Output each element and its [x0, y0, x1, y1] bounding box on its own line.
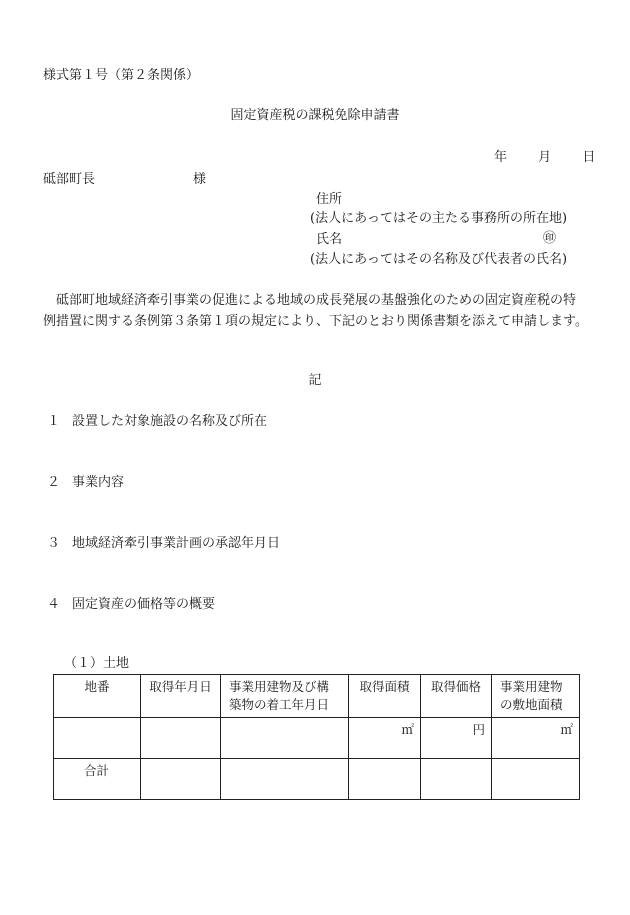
unit-square-meter: ㎡	[492, 718, 580, 759]
table-row	[54, 718, 580, 759]
date-line	[494, 151, 595, 164]
table-header-row	[54, 675, 580, 718]
seal-icon: ㊞	[543, 231, 557, 246]
date-month: 月	[538, 150, 552, 165]
table-cell	[349, 759, 421, 800]
list-item	[47, 415, 267, 428]
date-day: 日	[582, 150, 596, 165]
document-title: 固定資産税の課税免除申請書	[230, 108, 400, 123]
recipient-name: 砥部町長	[43, 172, 96, 187]
name-label: 氏名	[316, 232, 343, 247]
item-label: 固定資産の価格等の概要	[72, 597, 216, 612]
subsection-title: （１）土地	[64, 656, 130, 671]
name-note: (法人にあってはその名称及び代表者の氏名)	[310, 252, 568, 267]
unit-square-meter: ㎡	[349, 718, 421, 759]
application-body-text: 砥部町地域経済牽引事業の促進による地域の成長発展の基盤強化のための固定資産税の特例措置に関する条例第３条第１項の規定により、下記のとおり関係書類を添えて申請します。	[43, 293, 588, 329]
form-number: 様式第１号（第２条関係）	[43, 68, 200, 83]
table-cell	[221, 718, 349, 759]
table-cell	[54, 718, 141, 759]
item-number: ４	[47, 597, 61, 612]
ki-heading: 記	[308, 373, 322, 388]
header-construction-date: 事業用建物及び構築物の着工年月日	[221, 675, 349, 718]
land-table	[53, 674, 580, 800]
item-number: ２	[47, 475, 61, 490]
table-total-row	[54, 759, 580, 800]
table-cell	[141, 718, 221, 759]
item-label: 地域経済牽引事業計画の承認年月日	[72, 536, 281, 551]
item-number: ３	[47, 536, 61, 551]
header-acquisition-date: 取得年月日	[141, 675, 221, 718]
header-acquisition-price: 取得価格	[421, 675, 492, 718]
address-label: 住所	[316, 192, 343, 207]
item-number: １	[47, 414, 61, 429]
list-item	[47, 537, 280, 550]
table-cell	[141, 759, 221, 800]
date-year: 年	[494, 150, 508, 165]
table-cell	[221, 759, 349, 800]
list-item	[47, 476, 124, 489]
total-label: 合計	[54, 759, 141, 800]
header-lot-number: 地番	[54, 675, 141, 718]
item-label: 事業内容	[72, 475, 125, 490]
item-label: 設置した対象施設の名称及び所在	[72, 414, 268, 429]
header-site-area: 事業用建物の敷地面積	[492, 675, 580, 718]
table-cell	[492, 759, 580, 800]
list-item	[47, 598, 215, 611]
unit-yen: 円	[421, 718, 492, 759]
table-cell	[421, 759, 492, 800]
address-note: (法人にあってはその主たる事務所の所在地)	[310, 211, 568, 226]
recipient-suffix: 様	[193, 172, 207, 187]
header-acquired-area: 取得面積	[349, 675, 421, 718]
